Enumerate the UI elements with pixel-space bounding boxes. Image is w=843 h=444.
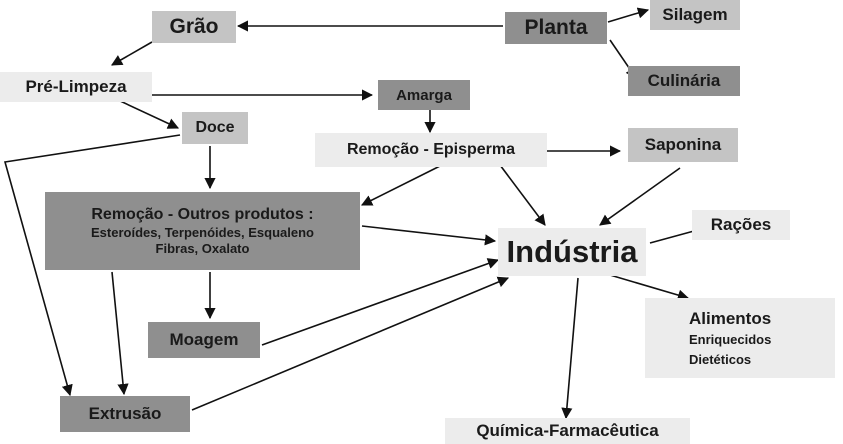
node-industria: Indústria <box>498 228 646 276</box>
remocao-outros-title: Remoção - Outros produtos : <box>91 205 314 223</box>
arrow-industria-alimentos <box>610 275 688 298</box>
arrow-remocao-extrusao <box>112 272 124 394</box>
node-amarga: Amarga <box>378 80 470 110</box>
node-pre-limpeza: Pré-Limpeza <box>0 72 152 102</box>
alimentos-line2: Enriquecidos <box>689 331 772 347</box>
node-alimentos <box>645 298 835 378</box>
remocao-outros-line2: Esteroídes, Terpenóides, Esqualeno <box>91 224 314 240</box>
node-quimica-farmaceutica: Química-Farmacêutica <box>445 418 690 444</box>
arrow-remocao-industria <box>362 226 495 241</box>
arrow-episperma-industria <box>500 165 545 225</box>
alimentos-title: Alimentos <box>689 308 772 328</box>
alimentos-line3: Dietéticos <box>689 352 752 368</box>
arrow-saponina-industria <box>600 168 680 225</box>
node-silagem: Silagem <box>650 0 740 30</box>
node-saponina: Saponina <box>628 128 738 162</box>
node-extrusao: Extrusão <box>60 396 190 432</box>
node-remocao-episperma: Remoção - Episperma <box>315 133 547 167</box>
node-planta: Planta <box>505 12 607 44</box>
remocao-outros-line3: Fibras, Oxalato <box>155 241 250 256</box>
node-remocao-outros <box>45 192 360 270</box>
arrow-episperma-remocao <box>362 165 442 205</box>
node-racoes: Rações <box>692 210 790 240</box>
node-moagem: Moagem <box>148 322 260 358</box>
arrow-prelimpeza-doce <box>118 100 178 128</box>
arrow-grao-prelimpeza <box>112 42 152 65</box>
node-culinaria: Culinária <box>628 66 740 96</box>
arrow-industria-quimica <box>566 278 578 418</box>
node-grao: Grão <box>152 11 236 43</box>
arrow-planta-silagem <box>608 10 648 22</box>
node-doce: Doce <box>182 112 248 144</box>
